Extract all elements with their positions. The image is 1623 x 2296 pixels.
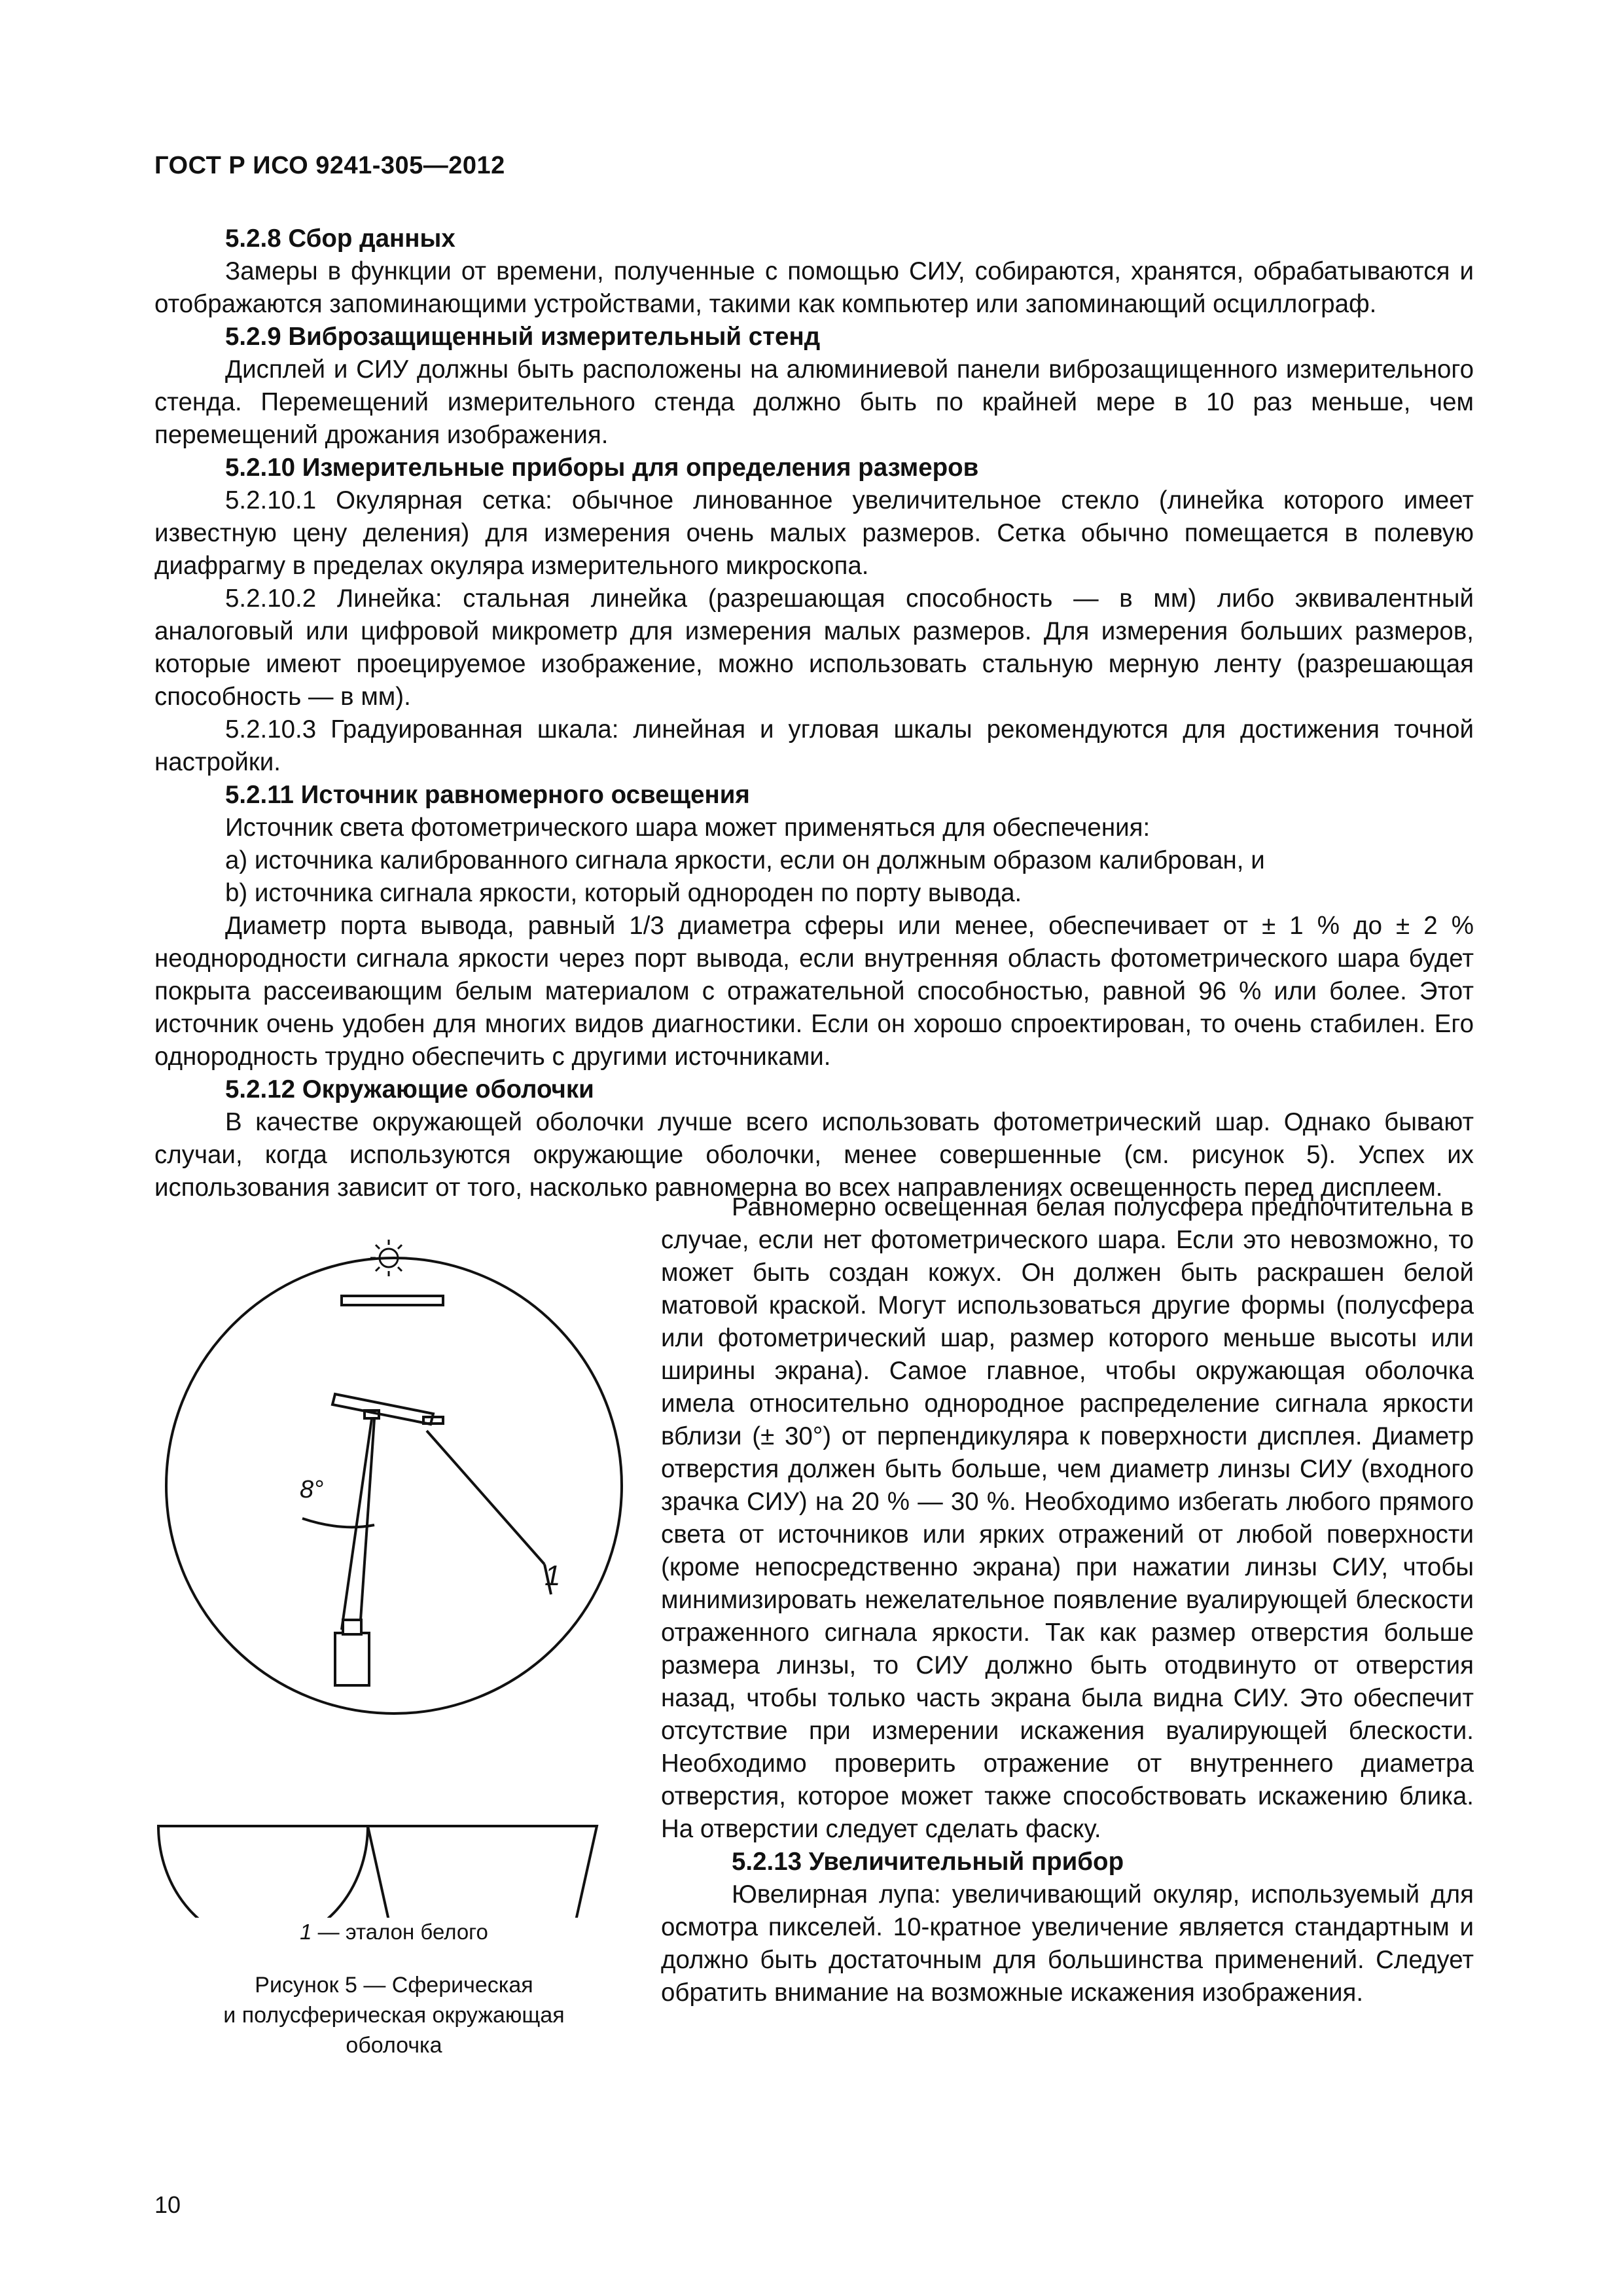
sphere-outline xyxy=(166,1258,622,1713)
legend-text: — эталон белого xyxy=(312,1920,488,1944)
section-5-2-12-text: В качестве окружающей оболочки лучше всего использовать фотометрический шар. Однако бывают случаи, когда используются окружающие оболочки, менее совершенные (см. рисунок 5). Успех их использования зависит от того, насколько равномерна во всех направлениях освещенность перед дисплеем. xyxy=(154,1108,1474,1202)
section-5-2-10-2-text: 5.2.10.2 Линейка: стальная линейка (разрешающая способность — в мм) либо эквивалентный аналоговый или цифровой микрометр для измерения малых размеров. Для измерения больших размеров, которые имеют проецируемое изображение, можно использовать стальную мерную ленту (разрешающая способность — в мм). xyxy=(154,584,1474,711)
section-5-2-12-title: 5.2.12 Окружающие оболочки xyxy=(225,1075,594,1103)
caption-line-1: Рисунок 5 — Сферическая xyxy=(255,1973,533,1998)
box-enclosure-outline xyxy=(368,1826,597,1918)
section-5-2-8-text: Замеры в функции от времени, полученные с помощью СИУ, собираются, хранятся, обрабатываются и отображаются запоминающими устройствами, такими как компьютер или запоминающий осциллограф. xyxy=(154,257,1474,318)
hemisphere-outline xyxy=(158,1826,368,1918)
angle-arc xyxy=(302,1518,374,1527)
section-5-2-13-title: 5.2.13 Увеличительный прибор xyxy=(732,1848,1124,1876)
meter-lens xyxy=(343,1620,361,1634)
section-5-2-8-title: 5.2.8 Сбор данных xyxy=(225,224,455,253)
legend-number: 1 xyxy=(300,1920,312,1944)
section-5-2-9-title: 5.2.9 Виброзащищенный измерительный стенд xyxy=(225,323,821,351)
figure-5 xyxy=(152,1224,636,2081)
callout-leader xyxy=(427,1431,544,1564)
figure-caption xyxy=(152,1970,636,2060)
enclosure-diagram xyxy=(152,1224,636,1918)
section-5-2-13-text: Ювелирная лупа: увеличивающий окуляр, используемый для осмотра пикселей. 10-кратное увеличение является стандартным и должно быть достаточным для большинства применений. Следует обратить внимание на возможные искажения изображения. xyxy=(661,1880,1474,2007)
section-5-2-12-text-2: Равномерно освещенная белая полусфера предпочтительна в случае, если нет фотометрического шара. Если это невозможно, то может быть создан кожух. Он должен быть раскрашен белой матовой краской. Могут использоваться другие формы (полусфера или фотометрический шар, размер которого меньше высоты или ширины экрана). Самое главное, чтобы окружающая оболочка имела относительно однородное распределение сигнала яркости вблизи (± 30°) от перпендикуляра к поверхности дисплея. Диаметр отверстия должен быть больше, чем диаметр линзы СИУ (входного зрачка СИУ) на 20 % — 30 %. Необходимо избегать любого прямого света от источников или ярких отражений от любой поверхности (кроме непосредственно экрана) при нажатии линзы СИУ, чтобы минимизировать нежелательное появление вуалирующей блескости отраженного сигнала яркости. Так как размер отверстия больше размера линзы, то СИУ должно быть отодвинуто от отверстия назад, чтобы только часть экрана была видна СИУ. Это обеспечит отсутствие при измерении искажения вуалирующей блескости. Необходимо проверить отражение от внутреннего диаметра отверстия, которое может также способствовать искажению блика. На отверстии следует сделать фаску. xyxy=(661,1193,1474,1843)
document-header: ГОСТ Р ИСО 9241-305—2012 xyxy=(154,152,505,179)
list-item-a: a) источника калиброванного сигнала яркости, если он должным образом калиброван, и xyxy=(225,846,1265,874)
angle-label: 8° xyxy=(300,1476,324,1503)
display-panel xyxy=(332,1394,433,1424)
section-5-2-11-text: Источник света фотометрического шара может применяться для обеспечения: xyxy=(225,814,1150,842)
right-text-column xyxy=(661,1191,1474,2009)
figure-legend xyxy=(152,1918,636,1946)
section-5-2-9-text: Дисплей и СИУ должны быть расположены на алюминиевой панели виброзащищенного измерительного стенда. Перемещений измерительного стенда должно быть по крайней мере в 10 раз меньше, чем перемещений дрожания изображения. xyxy=(154,355,1474,449)
baffle-plate xyxy=(342,1296,443,1305)
section-5-2-11-title: 5.2.11 Источник равномерного освещения xyxy=(225,781,750,809)
callout-number: 1 xyxy=(544,1560,561,1592)
section-5-2-11-text-2: Диаметр порта вывода, равный 1/3 диаметра сферы или менее, обеспечивает от ± 1 % до ± 2 % неоднородности сигнала яркости через порт вывода, если внутренняя область фотометрического шара будет покрыта рассеивающим белым материалом с отражательной способностью, равной 96 % или более. Этот источник очень удобен для многих видов диагностики. Если он хорошо спроектирован, то очень стабилен. Его однородность трудно обеспечить с другими источниками. xyxy=(154,912,1474,1071)
list-item-b: b) источника сигнала яркости, который однороден по порту вывода. xyxy=(225,879,1022,907)
luminance-meter xyxy=(335,1633,369,1685)
page-number: 10 xyxy=(154,2191,181,2218)
section-5-2-10-title: 5.2.10 Измерительные приборы для определения размеров xyxy=(225,454,979,482)
caption-line-3: оболочка xyxy=(346,2033,442,2058)
caption-line-2: и полусферическая окружающая xyxy=(223,2003,565,2028)
main-text-column xyxy=(154,223,1474,1204)
section-5-2-10-3-text: 5.2.10.3 Градуированная шкала: линейная и угловая шкалы рекомендуются для достижения точной настройки. xyxy=(154,715,1474,776)
section-5-2-10-1-text: 5.2.10.1 Окулярная сетка: обычное линованное увеличительное стекло (линейка которого имеет известную цену деления) для измерения очень малых размеров. Сетка обычно помещается в полевую диафрагму в пределах окуляра измерительного микроскопа. xyxy=(154,486,1474,580)
